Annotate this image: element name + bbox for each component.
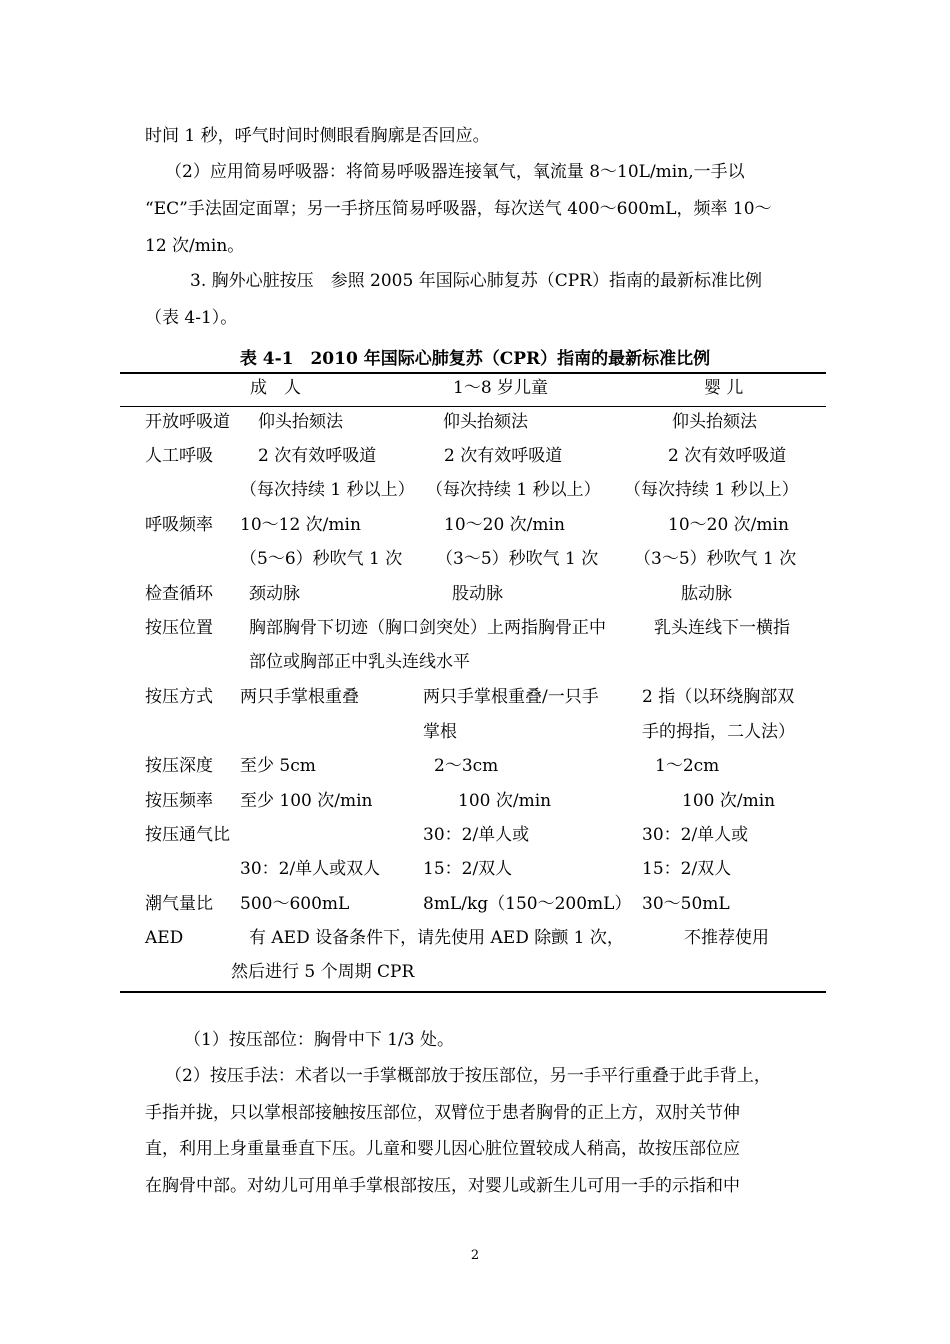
table-cell: 颈动脉	[249, 584, 300, 604]
table-cell: 8mL/kg（150～200mL）	[423, 894, 632, 914]
table-cell: 30：2/单人或	[642, 825, 749, 845]
row-label: 潮气量比	[145, 894, 213, 914]
table-cell: 2 次有效呼吸道	[258, 446, 377, 466]
paragraph-line: 手指并拢，只以掌根部接触按压部位，双臂位于患者胸骨的正上方，双肘关节伸	[145, 1103, 740, 1123]
paragraph-line: （2）按压手法：术者以一手掌概部放于按压部位，另一手平行重叠于此手背上，	[165, 1066, 771, 1086]
page-number: 2	[470, 1248, 480, 1263]
table-cell: 有 AED 设备条件下，请先使用 AED 除颤 1 次，	[249, 928, 624, 948]
table-cell: 手的拇指，二人法）	[642, 722, 795, 742]
table-cell: 100 次/min	[458, 791, 552, 811]
paragraph-line: 3. 胸外心脏按压 参照 2005 年国际心肺复苏（CPR）指南的最新标准比例	[190, 271, 762, 291]
table-cell: 2 次有效呼吸道	[668, 446, 787, 466]
row-label: 按压深度	[145, 756, 213, 776]
table-cell: 仰头抬颏法	[258, 412, 343, 432]
table-cell: 10～20 次/min	[668, 515, 789, 535]
paragraph-line: “EC”手法固定面罩；另一手挤压简易呼吸器，每次送气 400～600mL，频率 10～	[145, 199, 772, 219]
table-cell: 然后进行 5 个周期 CPR	[231, 962, 415, 982]
row-label: 检查循环	[145, 584, 213, 604]
row-label: 按压位置	[145, 618, 213, 638]
table-cell: 两只手掌根重叠/一只手	[423, 687, 599, 707]
table-cell: （5～6）秒吹气 1 次	[240, 549, 403, 569]
table-header-adult: 成 人	[250, 378, 301, 398]
table-header-child: 1～8 岁儿童	[453, 378, 549, 398]
table-cell: 30：2/单人或	[423, 825, 530, 845]
row-label: 按压通气比	[145, 825, 230, 845]
paragraph-line: （1）按压部位：胸骨中下 1/3 处。	[184, 1030, 454, 1050]
table-top-rule	[120, 372, 826, 374]
table-cell: 至少 5cm	[240, 756, 316, 776]
table-cell: 乳头连线下一横指	[654, 618, 790, 638]
paragraph-line: （表 4-1）。	[145, 308, 238, 328]
table-caption: 表 4-1 2010 年国际心肺复苏（CPR）指南的最新标准比例	[239, 349, 711, 369]
table-cell: 仰头抬颏法	[443, 412, 528, 432]
table-cell: 100 次/min	[682, 791, 776, 811]
table-cell: 掌根	[423, 722, 457, 742]
table-cell: 2～3cm	[434, 756, 499, 776]
table-cell: 15：2/双人	[642, 859, 732, 879]
table-cell: 1～2cm	[655, 756, 720, 776]
table-cell: 30～50mL	[642, 894, 730, 914]
paragraph-line: （2）应用简易呼吸器：将简易呼吸器连接氧气，氧流量 8～10L/min,一手以	[165, 162, 745, 182]
row-label: 开放呼吸道	[145, 412, 230, 432]
table-cell: 肱动脉	[681, 584, 732, 604]
table-cell: （每次持续 1 秒以上）	[624, 480, 799, 500]
table-cell: 15：2/双人	[423, 859, 513, 879]
table-cell: 不推荐使用	[684, 928, 769, 948]
paragraph-line: 时间 1 秒，呼气时间时侧眼看胸廓是否回应。	[145, 126, 490, 146]
table-cell: 10～12 次/min	[240, 515, 361, 535]
paragraph-line: 在胸骨中部。对幼儿可用单手掌根部按压，对婴儿或新生儿可用一手的示指和中	[145, 1176, 740, 1196]
row-label: 按压频率	[145, 791, 213, 811]
table-cell: 2 次有效呼吸道	[444, 446, 563, 466]
table-cell: 2 指（以环绕胸部双	[642, 687, 795, 707]
table-cell: （3～5）秒吹气 1 次	[436, 549, 599, 569]
table-cell: （3～5）秒吹气 1 次	[634, 549, 797, 569]
paragraph-line: 直，利用上身重量垂直下压。儿童和婴儿因心脏位置较成人稍高，故按压部位应	[145, 1139, 740, 1159]
row-label: 按压方式	[145, 687, 213, 707]
table-cell: 两只手掌根重叠	[240, 687, 359, 707]
table-cell: 30：2/单人或双人	[240, 859, 381, 879]
table-cell: 仰头抬颏法	[672, 412, 757, 432]
table-header-infant: 婴 儿	[704, 378, 744, 398]
table-cell: 部位或胸部正中乳头连线水平	[249, 652, 470, 672]
row-label: AED	[145, 928, 184, 948]
row-label: 人工呼吸	[145, 446, 213, 466]
table-cell: 10～20 次/min	[444, 515, 565, 535]
table-cell: （每次持续 1 秒以上）	[426, 480, 601, 500]
paragraph-line: 12 次/min。	[145, 236, 245, 256]
table-bottom-rule	[120, 991, 826, 993]
table-cell: 500～600mL	[240, 894, 350, 914]
table-cell: （每次持续 1 秒以上）	[240, 480, 415, 500]
table-cell: 胸部胸骨下切迹（胸口剑突处）上两指胸骨正中	[249, 618, 606, 638]
row-label: 呼吸频率	[145, 515, 213, 535]
table-cell: 至少 100 次/min	[240, 791, 373, 811]
table-cell: 股动脉	[452, 584, 503, 604]
table-header-rule	[120, 406, 826, 407]
